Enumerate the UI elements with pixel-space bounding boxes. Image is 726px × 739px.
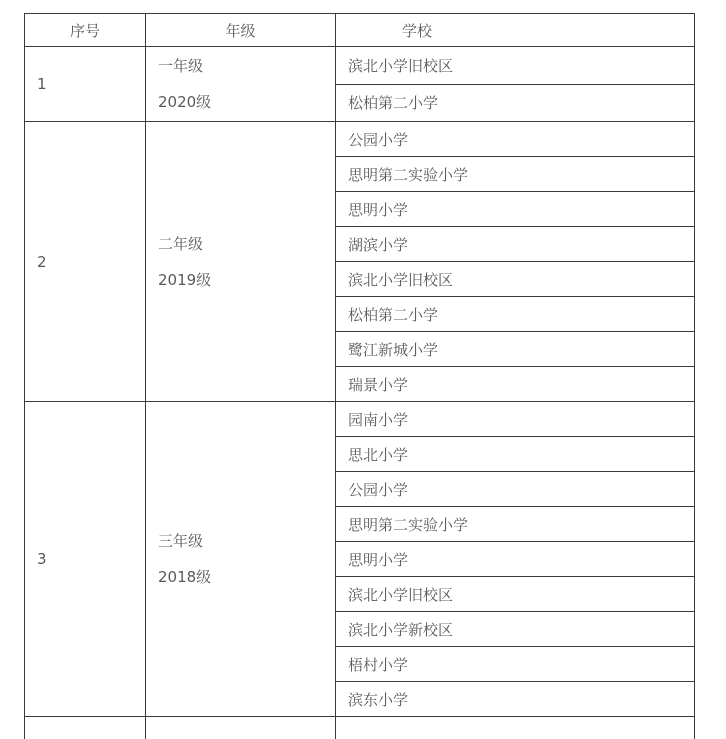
school-cell: 思明第二实验小学	[336, 157, 695, 192]
grade-school-table	[24, 13, 695, 739]
school-cell: 思北小学	[336, 437, 695, 472]
table-body	[25, 47, 695, 739]
empty-cell	[146, 717, 336, 739]
school-cell: 湖滨小学	[336, 227, 695, 262]
table-header	[25, 14, 695, 47]
header-row	[25, 14, 695, 47]
empty-cell	[25, 717, 146, 739]
partial-next-group-row	[25, 717, 695, 739]
grade-name: 三年级	[158, 532, 204, 550]
school-cell: 思明小学	[336, 192, 695, 227]
school-cell: 公园小学	[336, 472, 695, 507]
school-cell: 思明第二实验小学	[336, 507, 695, 542]
grade-cell	[146, 47, 336, 122]
school-cell: 思明小学	[336, 542, 695, 577]
school-cell: 公园小学	[336, 122, 695, 157]
school-cell: 瑞景小学	[336, 367, 695, 402]
school-cell: 松柏第二小学	[336, 84, 695, 122]
serial-number-cell: 3	[25, 402, 146, 717]
school-cell: 滨北小学旧校区	[336, 262, 695, 297]
header-grade: 年级	[146, 14, 336, 47]
grade-cohort: 2019级	[158, 270, 212, 289]
grade-cohort: 2018级	[158, 568, 212, 586]
table-row	[25, 402, 695, 437]
grade-name: 一年级	[158, 57, 204, 75]
header-serial-number: 序号	[25, 14, 146, 47]
table-row	[25, 122, 695, 157]
school-cell: 滨东小学	[336, 682, 695, 717]
school-cell: 松柏第二小学	[336, 297, 695, 332]
header-school: 学校	[336, 14, 695, 47]
grade-cohort: 2020级	[158, 93, 212, 111]
school-cell: 园南小学	[336, 402, 695, 437]
serial-number-cell: 2	[25, 122, 146, 402]
grade-cell	[146, 122, 336, 402]
grade-name: 二年级	[158, 234, 204, 253]
serial-number-cell: 1	[25, 47, 146, 122]
school-cell: 滨北小学旧校区	[336, 47, 695, 85]
school-cell: 鹭江新城小学	[336, 332, 695, 367]
school-cell: 滨北小学旧校区	[336, 577, 695, 612]
school-cell: 梧村小学	[336, 647, 695, 682]
empty-cell	[336, 717, 695, 739]
grade-cell	[146, 402, 336, 717]
school-cell: 滨北小学新校区	[336, 612, 695, 647]
table-row	[25, 47, 695, 85]
